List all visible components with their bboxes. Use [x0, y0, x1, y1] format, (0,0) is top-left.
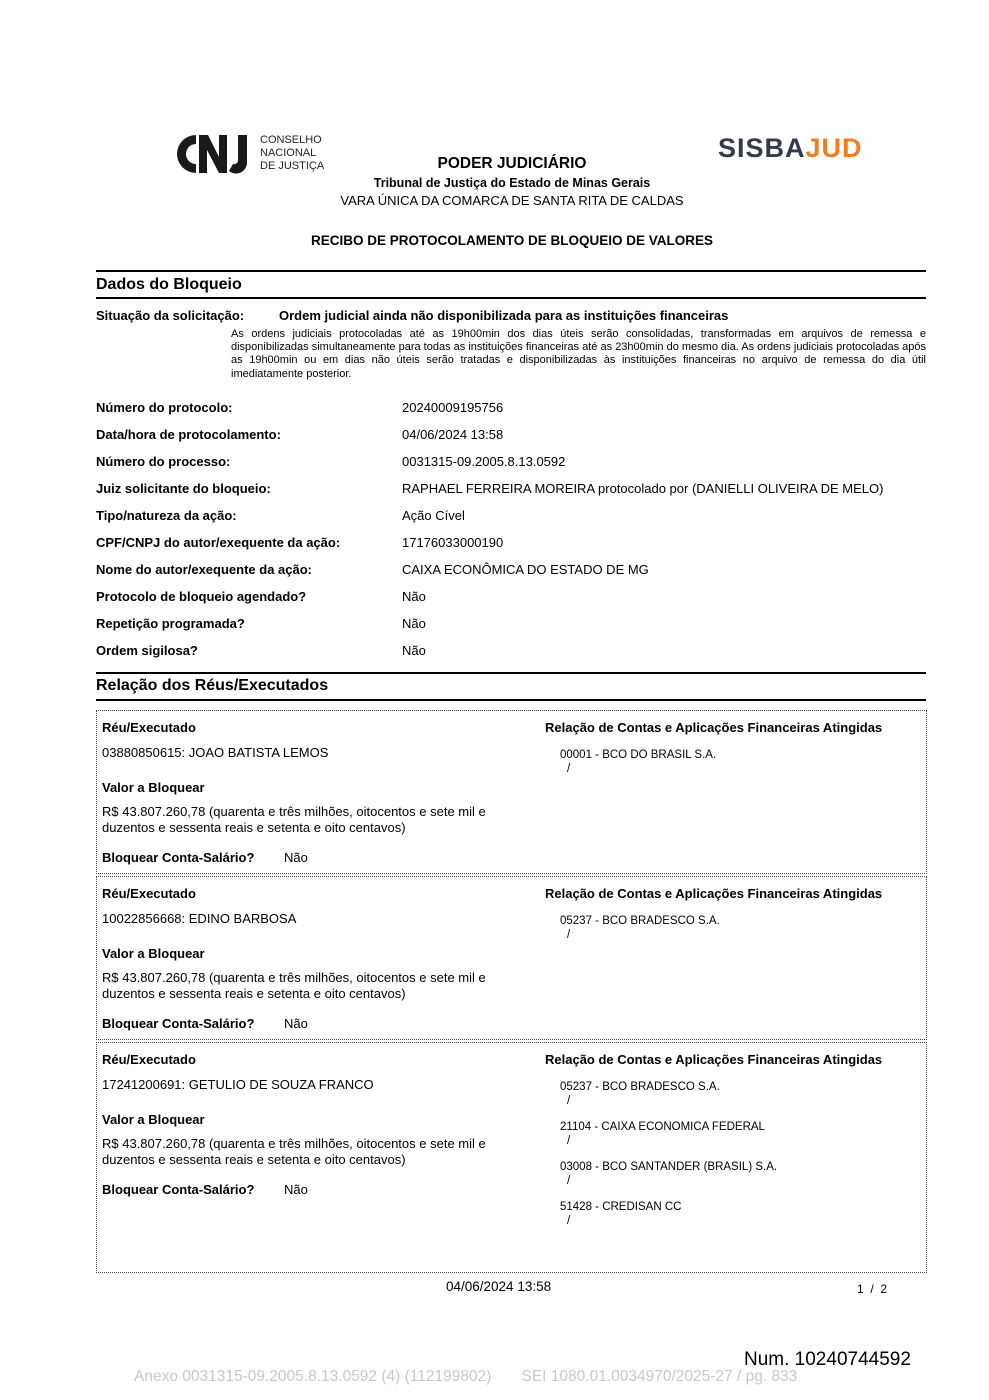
situacao-value: Ordem judicial ainda não disponibilizada para as instituições financeiras [279, 308, 729, 323]
section-title-reus: Relação dos Réus/Executados [96, 677, 329, 694]
header-tribunal: Tribunal de Justiça do Estado de Minas Gerais [373, 176, 651, 190]
field-label: Juiz solicitante do bloqueio: [96, 481, 271, 496]
field-value: Não [402, 589, 426, 604]
salario-label: Bloquear Conta-Salário? [102, 1016, 255, 1031]
field-label: Nome do autor/exequente da ação: [96, 562, 312, 577]
conta-slash: / [567, 1175, 571, 1187]
field-value: Não [402, 616, 426, 631]
valor-label: Valor a Bloquear [102, 946, 205, 961]
conta-slash: / [567, 929, 571, 941]
conta-item [560, 914, 720, 942]
conta-item [560, 1120, 765, 1148]
conta-name: 51428 - CREDISAN CC [560, 1201, 682, 1213]
field-value: 20240009195756 [402, 400, 504, 415]
field-value: CAIXA ECONÔMICA DO ESTADO DE MG [402, 562, 649, 577]
page-number: 1 / 2 [857, 1282, 888, 1296]
salario-value: Não [284, 1182, 308, 1197]
valor-label: Valor a Bloquear [102, 1112, 205, 1127]
field-label: Ordem sigilosa? [96, 643, 198, 658]
conta-name: 05237 - BCO BRADESCO S.A. [560, 915, 720, 927]
conta-item [560, 748, 716, 776]
field-value: Ação Cível [402, 508, 465, 523]
situacao-label: Situação da solicitação: [96, 308, 245, 323]
salario-label: Bloquear Conta-Salário? [102, 1182, 255, 1197]
conta-name: 05237 - BCO BRADESCO S.A. [560, 1081, 720, 1093]
conta-item [560, 1200, 681, 1228]
reu-card [96, 710, 927, 874]
reu-label: Réu/Executado [102, 1052, 196, 1067]
field-value: RAPHAEL FERREIRA MOREIRA protocolado por (DANIELLI OLIVEIRA DE MELO) [402, 481, 884, 496]
header-vara: VARA ÚNICA DA COMARCA DE SANTA RITA DE CALDAS [340, 193, 684, 208]
field-label: Protocolo de bloqueio agendado? [96, 589, 307, 604]
field-value: 17176033000190 [402, 535, 504, 550]
field-label: Repetição programada? [96, 616, 245, 631]
section-title-dados: Dados do Bloqueio [96, 276, 242, 293]
valor-label: Valor a Bloquear [102, 780, 205, 795]
divider [96, 672, 926, 674]
reu-card [96, 876, 927, 1040]
reu-name: 10022856668: EDINO BARBOSA [102, 911, 297, 926]
reu-name: 17241200691: GETULIO DE SOUZA FRANCO [102, 1077, 374, 1092]
field-value: 0031315-09.2005.8.13.0592 [402, 454, 566, 469]
reu-label: Réu/Executado [102, 886, 196, 901]
field-label: Tipo/natureza da ação: [96, 508, 237, 523]
header-poder: PODER JUDICIÁRIO [437, 155, 587, 172]
sisbajud-logo-part1: SISBA [718, 133, 806, 163]
conta-slash: / [567, 763, 571, 775]
valor-value: R$ 43.807.260,78 (quarenta e três milhões, oitocentos e sete mil e duzentos e sessenta reais e setenta e oito centavos) [102, 804, 486, 835]
field-label: Número do protocolo: [96, 400, 233, 415]
contas-title: Relação de Contas e Aplicações Financeiras Atingidas [545, 720, 883, 735]
field-value: 04/06/2024 13:58 [402, 427, 504, 442]
salario-value: Não [284, 1016, 308, 1031]
document-title: RECIBO DE PROTOCOLAMENTO DE BLOQUEIO DE VALORES [310, 233, 714, 248]
divider [96, 297, 926, 299]
valor-value: R$ 43.807.260,78 (quarenta e três milhões, oitocentos e sete mil e duzentos e sessenta reais e setenta e oito centavos) [102, 970, 486, 1001]
sisbajud-logo-part2: JUD [805, 133, 863, 163]
divider [96, 699, 926, 701]
field-label: CPF/CNPJ do autor/exequente da ação: [96, 535, 341, 550]
conta-slash: / [567, 1215, 571, 1227]
salario-value: Não [284, 850, 308, 865]
field-value: Não [402, 643, 426, 658]
conta-item [560, 1160, 777, 1188]
contas-title: Relação de Contas e Aplicações Financeiras Atingidas [545, 1052, 883, 1067]
valor-value: R$ 43.807.260,78 (quarenta e três milhões, oitocentos e sete mil e duzentos e sessenta reais e setenta e oito centavos) [102, 1136, 486, 1167]
conta-name: 03008 - BCO SANTANDER (BRASIL) S.A. [560, 1161, 778, 1173]
field-label: Número do processo: [96, 454, 231, 469]
reu-card [96, 1042, 927, 1273]
conta-name: 00001 - BCO DO BRASIL S.A. [560, 749, 717, 761]
reu-name: 03880850615: JOAO BATISTA LEMOS [102, 745, 329, 760]
reu-label: Réu/Executado [102, 720, 196, 735]
field-label: Data/hora de protocolamento: [96, 427, 281, 442]
salario-label: Bloquear Conta-Salário? [102, 850, 255, 865]
conta-name: 21104 - CAIXA ECONOMICA FEDERAL [560, 1121, 765, 1133]
situacao-note: As ordens judiciais protocoladas até as 19h00min dos dias úteis serão consolidadas, transformadas em arquivos de remessa e disponibilizadas simultaneamente para todas as instituições financeiras até as 23h00min do mesmo dia. As ordens judiciais protocoladas após as 19h00min ou em dias não úteis serão tratadas e disponibilizadas às instituições financeiras no arquivo de remessa do dia útil imediatamente posterior. [231, 328, 926, 380]
footer-date: 04/06/2024 13:58 [446, 1279, 552, 1294]
conta-slash: / [567, 1095, 571, 1107]
contas-title: Relação de Contas e Aplicações Financeiras Atingidas [545, 886, 883, 901]
divider [96, 270, 926, 272]
conta-item [560, 1080, 720, 1108]
anexo-watermark: Anexo 0031315-09.2005.8.13.0592 (4) (112199802) SEI 1080.01.0034970/2025-27 / pg. 833 [134, 1368, 798, 1385]
cnj-name: CONSELHO NACIONAL DE JUSTIÇA [260, 134, 325, 172]
conta-slash: / [567, 1135, 571, 1147]
document-number: Num. 10240744592 [744, 1349, 911, 1370]
